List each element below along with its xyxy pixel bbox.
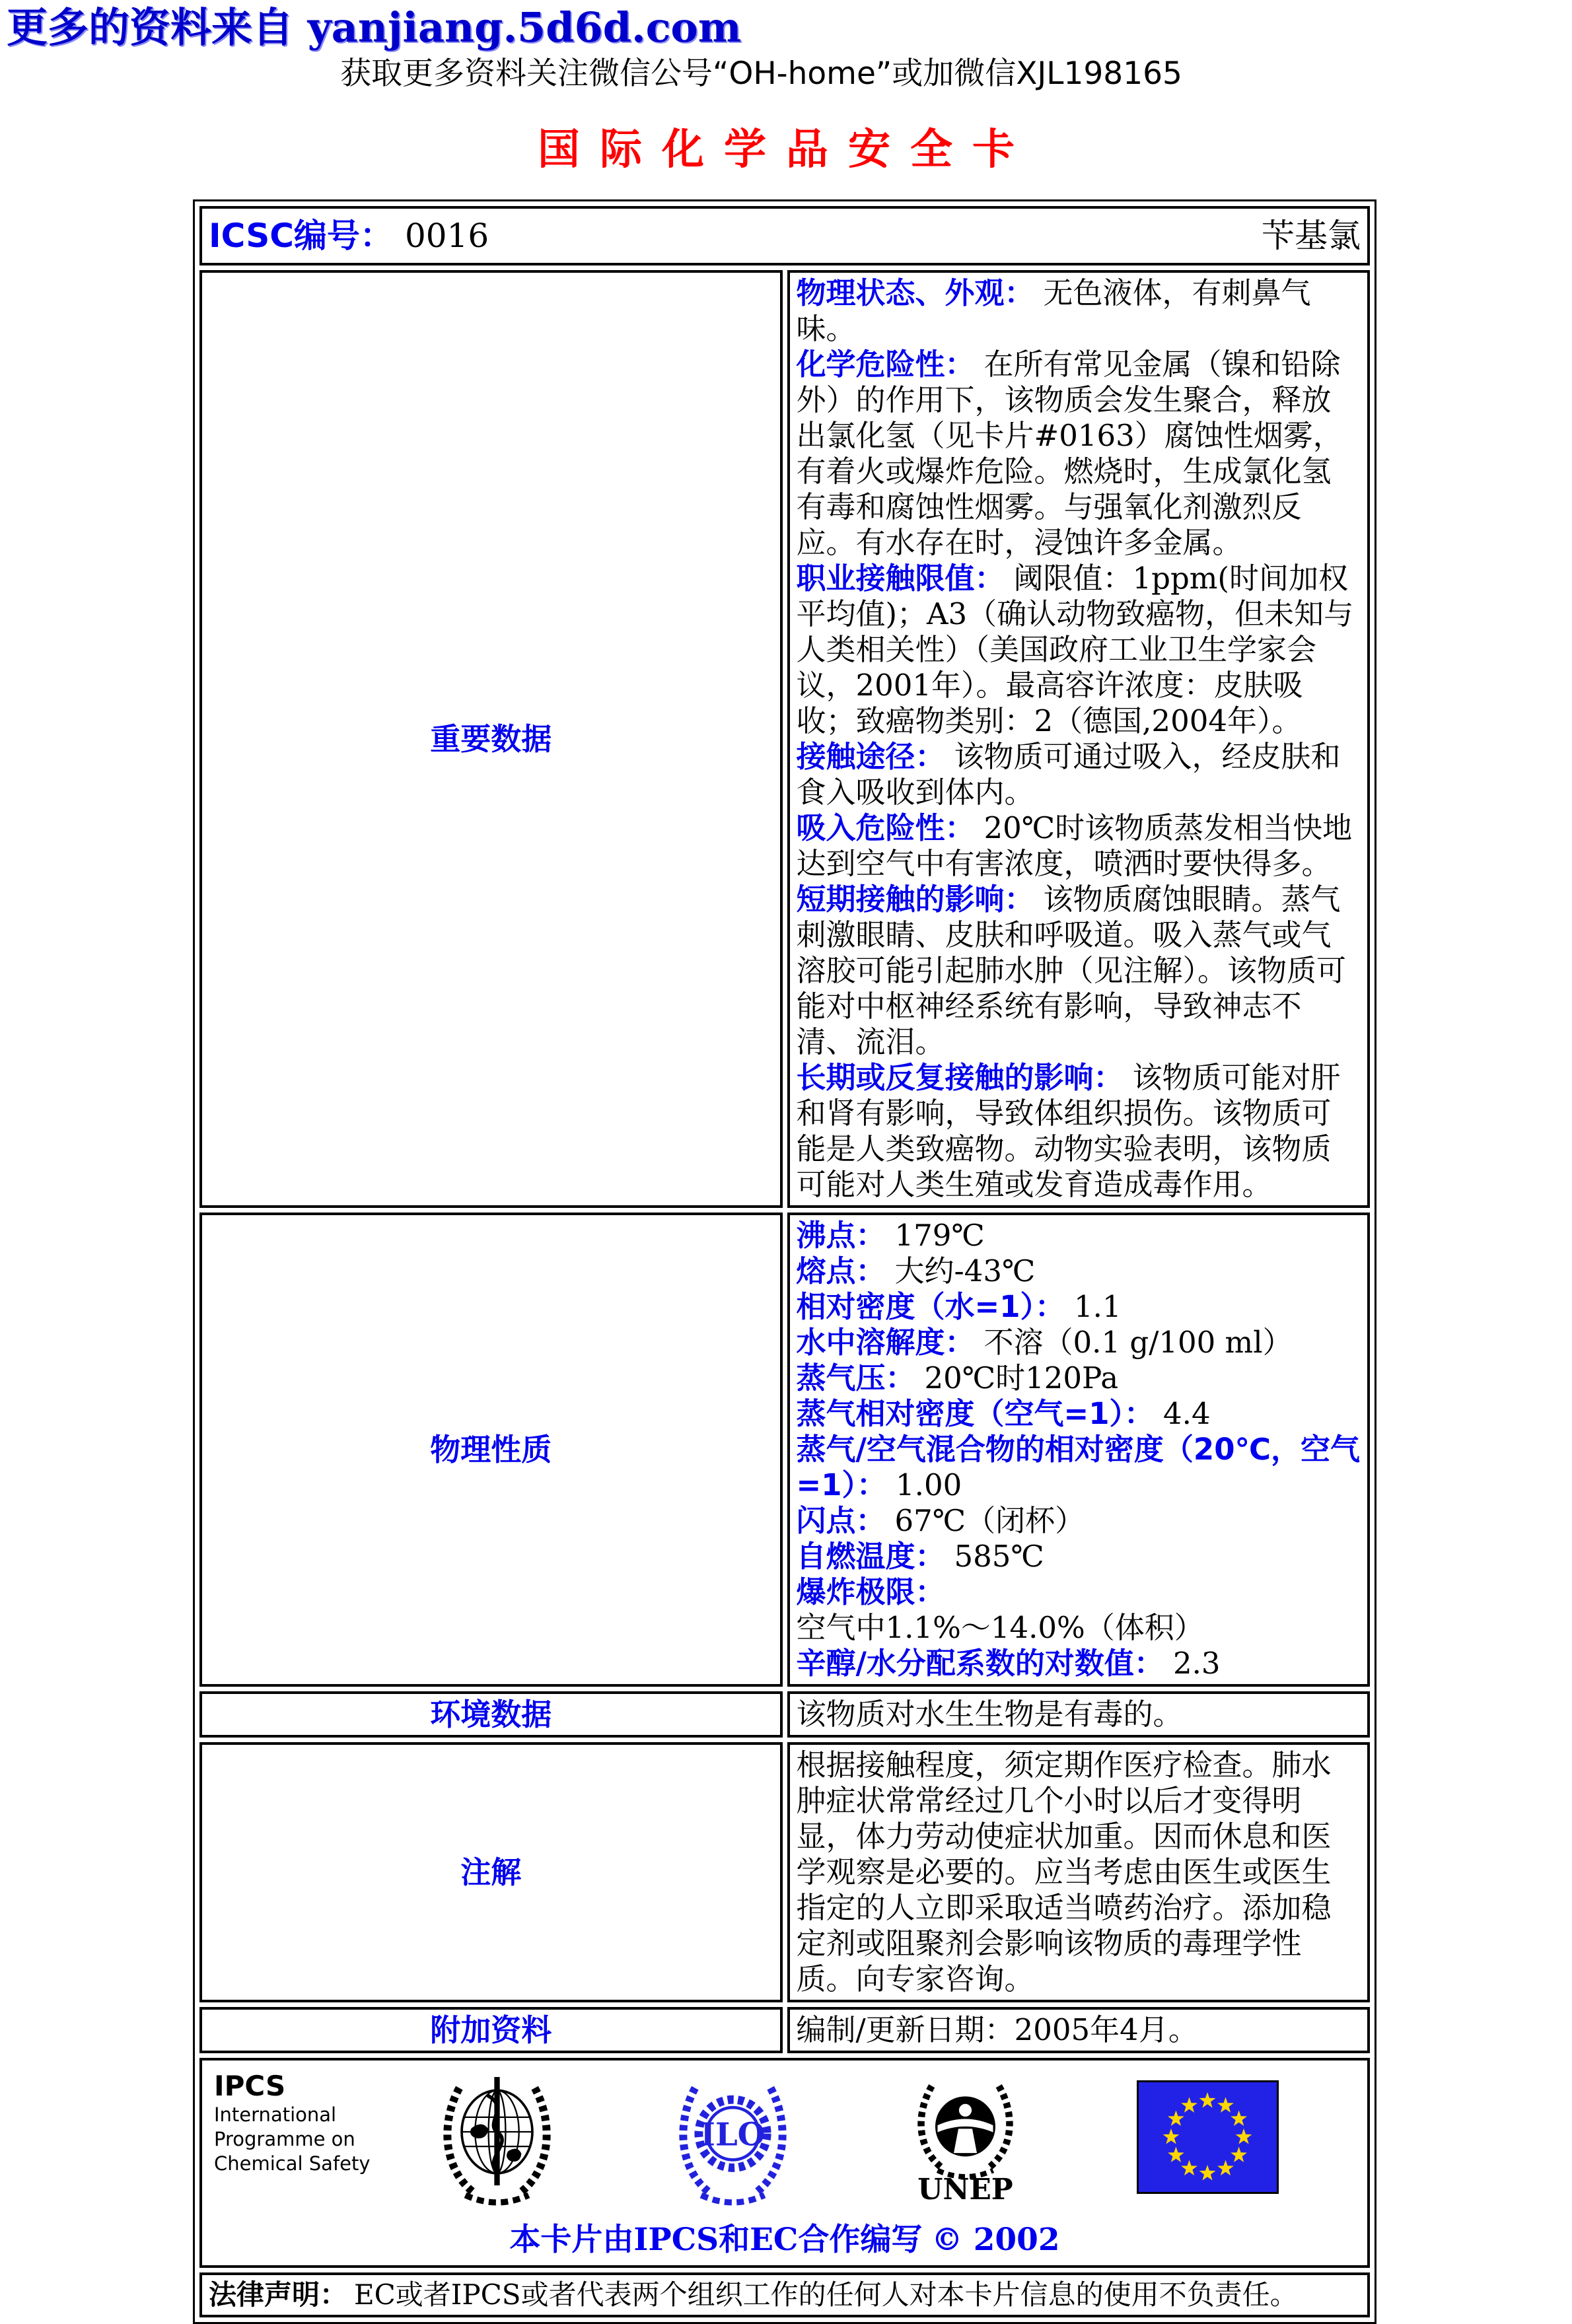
additional-info-content: 编制/更新日期：2005年4月。 [787,2007,1371,2053]
physical-item: 熔点： 大约-43℃ [796,1253,1036,1288]
legal-notice-row [199,2272,1370,2317]
card-caption: 本卡片由IPCS和EC合作编写 © 2002 [509,2222,1060,2258]
chemical-name: 苄基氯 [1262,217,1361,255]
page-title: 国际化学品安全卡 [538,125,1034,174]
physical-item: 相对密度（水=1）： 1.1 [796,1289,1122,1324]
site-banner [0,0,1572,52]
environment-data-row [199,1691,1370,1738]
important-data-row [199,270,1370,1208]
important-item: 吸入危险性： 20℃时该物质蒸发相当快地达到空气中有害浓度，喷洒时要快得多。 [796,810,1353,881]
ipcs-subtitle-line2: Programme on [214,2128,355,2150]
row-label-environment-data: 环境数据 [199,1691,783,1738]
important-data-content [787,270,1371,1208]
logo-strip [214,2070,1355,2218]
physical-item: 沸点： 179℃ [796,1218,985,1253]
banner-text-zh: 更多的资料来自 [7,3,294,52]
ipcs-text-block [214,2070,379,2176]
legal-notice-label: 法律声明： [209,2278,348,2311]
additional-info-row [199,2007,1370,2053]
unep-logo-icon [908,2070,1023,2218]
ipcs-subtitle-line3: Chemical Safety [214,2152,371,2175]
icsc-header-row [199,206,1370,265]
icsc-number-value: 0016 [404,217,489,255]
copyright: © 2002 [931,2222,1060,2258]
wechat-banner: 获取更多资料关注微信公号“OH-home”或加微信XJL198165 [340,55,1182,92]
who-logo-icon [436,2070,558,2218]
physical-item: 蒸气/空气混合物的相对密度（20℃，空气=1）： 1.00 [796,1432,1361,1502]
physical-item: 爆炸极限：空气中1.1%～14.0%（体积） [796,1574,1204,1645]
important-item: 化学危险性： 在所有常见金属（镍和铅除外）的作用下，该物质会发生聚合，释放出氯化氢（见卡片#0163）腐蚀性烟雾，有着火或爆炸危险。燃烧时，生成氯化氢有毒和腐蚀性烟雾。与强氧化剂激烈反应。有水存在时，浸蚀许多金属。 [796,347,1343,560]
eu-flag-icon [1137,2080,1279,2202]
row-label-physical-properties: 物理性质 [199,1213,783,1687]
ilo-logo-icon [672,2070,794,2218]
row-label-important-data: 重要数据 [199,270,783,1208]
physical-item: 水中溶解度： 不溶（0.1 g/100 ml） [796,1325,1293,1360]
notes-row [199,1742,1370,2002]
banner-url: yanjiang.5d6d.com [307,3,742,52]
physical-item: 蒸气压： 20℃时120Pa [796,1360,1119,1395]
ipcs-footer-row [199,2058,1370,2268]
svg-text:UNEP: UNEP [917,2173,1013,2207]
physical-properties-row [199,1213,1370,1687]
important-item: 短期接触的影响： 该物质腐蚀眼睛。蒸气刺激眼睛、皮肤和呼吸道。吸入蒸气或气溶胶可能引起肺水肿（见注解）。该物质可能对中枢神经系统有影响，导致神志不清、流泪。 [796,882,1347,1059]
icsc-number-label: ICSC编号： [209,217,393,255]
important-item: 职业接触限值： 阈限值：1ppm(时间加权平均值)；A3（确认动物致癌物，但未知与人类相关性）（美国政府工业卫生学家会议，2001年）。最高容许浓度：皮肤吸收；致癌物类别：2（德国,2004年）。 [796,561,1354,738]
ipcs-acronym: IPCS [214,2070,286,2102]
safety-card-table [193,199,1376,2324]
physical-properties-content [787,1213,1371,1687]
important-item: 长期或反复接触的影响： 该物质可能对肝和肾有影响，导致体组织损伤。该物质可能是人类致癌物。动物实验表明，该物质可能对人类生殖或发育造成毒作用。 [796,1060,1341,1202]
physical-item: 自燃温度： 585℃ [796,1539,1044,1574]
important-item: 物理状态、外观： 无色液体，有刺鼻气味。 [796,275,1311,346]
row-label-notes: 注解 [199,1742,783,2002]
svg-text:ILO: ILO [700,2116,766,2154]
ipcs-subtitle-line1: International [214,2103,337,2126]
row-label-additional-info: 附加资料 [199,2007,783,2053]
physical-item: 闪点： 67℃（闭杯） [796,1503,1085,1538]
legal-notice-text: EC或者IPCS或者代表两个组织工作的任何人对本卡片信息的使用不负责任。 [354,2278,1298,2311]
notes-content: 根据接触程度，须定期作医疗检查。肺水肿症状常常经过几个小时以后才变得明显，体力劳动使症状加重。因而休息和医学观察是必要的。应当考虑由医生或医生指定的人立即采取适当喷药治疗。添加稳定剂或阻聚剂会影响该物质的毒理学性质。向专家咨询。 [787,1742,1371,2002]
physical-item: 辛醇/水分配系数的对数值： 2.3 [796,1646,1221,1681]
important-item: 接触途径： 该物质可通过吸入，经皮肤和食入吸收到体内。 [796,739,1341,810]
physical-item: 蒸气相对密度（空气=1）： 4.4 [796,1396,1211,1431]
environment-data-content: 该物质对水生生物是有毒的。 [787,1691,1371,1738]
icsc-header-cell [209,211,1361,260]
